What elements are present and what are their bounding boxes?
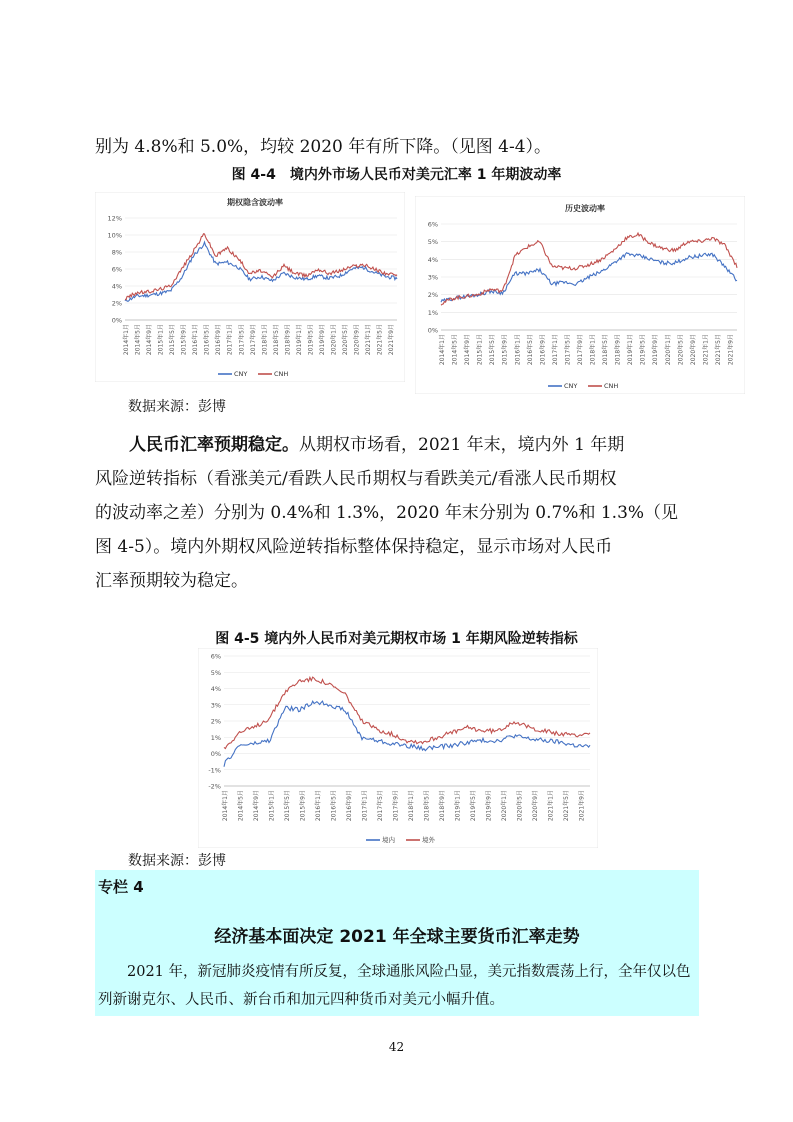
x-tick-label: 2014年9月 — [464, 334, 472, 366]
legend-label: 境外 — [422, 836, 435, 844]
x-tick-label: 2019年5月 — [639, 334, 647, 366]
y-tick-label: 2% — [210, 717, 221, 726]
x-tick-label: 2021年9月 — [388, 324, 396, 356]
section-paragraph-line2: 风险逆转指标（看涨美元/看跌人民币期权与看跌美元/看涨人民币期权 — [95, 469, 617, 489]
x-tick-label: 2018年5月 — [423, 790, 431, 822]
y-tick-label: 1% — [427, 308, 438, 317]
y-tick-label: 4% — [210, 685, 221, 693]
y-tick-label: 0% — [111, 316, 122, 325]
x-tick-label: 2021年5月 — [714, 334, 722, 366]
x-tick-label: 2021年9月 — [727, 334, 735, 366]
x-tick-label: 2019年1月 — [295, 324, 303, 356]
y-tick-label: 6% — [111, 265, 122, 274]
x-tick-label: 2018年5月 — [272, 324, 280, 356]
x-tick-label: 2017年5月 — [377, 790, 385, 822]
x-tick-label: 2015年5月 — [169, 324, 177, 356]
x-tick-label: 2018年9月 — [284, 324, 292, 356]
x-tick-label: 2016年9月 — [539, 334, 547, 366]
y-tick-label: 6% — [427, 220, 438, 229]
y-tick-label: 10% — [107, 231, 122, 240]
x-tick-label: 2019年5月 — [470, 790, 478, 822]
x-tick-label: 2017年9月 — [249, 324, 257, 356]
figure-4-4-source: 数据来源：彭博 — [128, 399, 226, 415]
legend-label: CNY — [564, 382, 578, 390]
x-tick-label: 2021年1月 — [365, 324, 373, 356]
column-box — [95, 870, 699, 1016]
figure-4-5-caption: 图 4-5 境内外人民币对美元期权市场 1 年期风险逆转指标 — [215, 631, 578, 647]
x-tick-label: 2014年1月 — [439, 334, 446, 366]
x-tick-label: 2018年9月 — [439, 790, 447, 822]
legend-label: CNY — [234, 370, 248, 378]
x-tick-label: 2016年1月 — [315, 790, 323, 822]
x-tick-label: 2020年1月 — [664, 334, 672, 366]
chart-title: 期权隐含波动率 — [227, 198, 283, 207]
section-paragraph-line1 — [95, 428, 701, 462]
figure-4-5-source: 数据来源：彭博 — [128, 853, 226, 869]
x-tick-label: 2018年1月 — [261, 324, 269, 356]
y-tick-label: 5% — [427, 238, 438, 247]
y-tick-label: 4% — [427, 255, 438, 264]
y-tick-label: 2% — [111, 299, 122, 308]
x-tick-label: 2019年5月 — [307, 324, 315, 356]
y-tick-label: 2% — [427, 291, 438, 300]
x-tick-label: 2021年1月 — [547, 790, 555, 822]
x-tick-label: 2019年1月 — [627, 334, 635, 366]
y-tick-label: 4% — [111, 282, 122, 291]
y-tick-label: 1% — [210, 733, 221, 742]
x-tick-label: 2014年5月 — [134, 324, 142, 356]
x-tick-label: 2019年1月 — [454, 790, 462, 822]
x-tick-label: 2018年1月 — [408, 790, 416, 822]
x-tick-label: 2015年9月 — [180, 324, 188, 356]
x-tick-label: 2020年5月 — [516, 790, 524, 822]
section-paragraph-line5: 汇率预期较为稳定。 — [95, 571, 248, 591]
x-tick-label: 2016年5月 — [526, 334, 534, 366]
x-tick-label: 2017年1月 — [551, 334, 559, 366]
x-tick-label: 2014年5月 — [237, 790, 245, 822]
x-tick-label: 2020年1月 — [501, 790, 509, 822]
x-tick-label: 2014年1月 — [222, 790, 229, 822]
legend-label: CNH — [604, 382, 619, 390]
chart-implied-volatility — [95, 192, 405, 382]
x-tick-label: 2020年9月 — [353, 324, 361, 356]
x-tick-label: 2016年5月 — [203, 324, 211, 356]
legend-label: CNH — [274, 370, 289, 378]
x-tick-label: 2015年9月 — [501, 334, 509, 366]
x-tick-label: 2018年9月 — [614, 334, 622, 366]
column-body: 2021 年，新冠肺炎疫情有所反复，全球通胀风险凸显，美元指数震荡上行，全年仅以色列新谢克尔、人民币、新台币和加元四种货币对美元小幅升值。 — [98, 964, 691, 1008]
column-title: 经济基本面决定 2021 年全球主要货币汇率走势 — [214, 927, 580, 947]
x-tick-label: 2017年1月 — [361, 790, 369, 822]
x-tick-label: 2021年5月 — [376, 324, 384, 356]
x-tick-label: 2017年5月 — [238, 324, 246, 356]
y-tick-label: 0% — [427, 326, 438, 335]
y-tick-label: 8% — [111, 248, 122, 257]
top-paragraph: 别为 4.8%和 5.0%，均较 2020 年有所下降。（见图 4-4）。 — [95, 137, 552, 157]
legend-label: 境内 — [382, 836, 395, 844]
x-tick-label: 2014年5月 — [451, 334, 459, 366]
figure-4-4-caption: 图 4-4 境内外市场人民币对美元汇率 1 年期波动率 — [231, 167, 562, 183]
y-tick-label: 3% — [210, 701, 221, 710]
x-tick-label: 2017年9月 — [392, 790, 400, 822]
x-tick-label: 2015年9月 — [299, 790, 307, 822]
x-tick-label: 2020年5月 — [341, 324, 349, 356]
x-tick-label: 2017年5月 — [564, 334, 572, 366]
x-tick-label: 2017年1月 — [226, 324, 234, 356]
column-label: 专栏 4 — [98, 878, 144, 896]
x-tick-label: 2019年9月 — [485, 790, 493, 822]
section-paragraph-line3: 的波动率之差）分别为 0.4%和 1.3%，2020 年末分别为 0.7%和 1.3%（见 — [95, 503, 679, 523]
x-tick-label: 2016年1月 — [192, 324, 200, 356]
y-tick-label: -2% — [208, 782, 221, 791]
x-tick-label: 2019年9月 — [652, 334, 660, 366]
y-tick-label: 5% — [210, 668, 221, 677]
x-tick-label: 2017年9月 — [576, 334, 584, 366]
y-tick-label: 6% — [210, 652, 221, 661]
x-tick-label: 2014年1月 — [123, 324, 130, 356]
x-tick-label: 2020年9月 — [532, 790, 540, 822]
y-tick-label: 0% — [210, 750, 221, 758]
x-tick-label: 2015年5月 — [284, 790, 292, 822]
y-tick-label: 3% — [427, 273, 438, 282]
chart-risk-reversal — [198, 648, 598, 848]
x-tick-label: 2014年9月 — [146, 324, 154, 356]
x-tick-label: 2020年5月 — [677, 334, 685, 366]
x-tick-label: 2015年1月 — [268, 790, 276, 822]
x-tick-label: 2020年9月 — [689, 334, 697, 366]
x-tick-label: 2020年1月 — [330, 324, 338, 356]
y-tick-label: -1% — [208, 766, 221, 775]
x-tick-label: 2021年5月 — [563, 790, 571, 822]
page-number: 42 — [388, 1040, 405, 1054]
x-tick-label: 2016年9月 — [346, 790, 354, 822]
x-tick-label: 2018年5月 — [602, 334, 610, 366]
x-tick-label: 2021年9月 — [578, 790, 586, 822]
chart-y-ticks — [208, 653, 221, 791]
x-tick-label: 2016年1月 — [514, 334, 522, 366]
x-tick-label: 2018年1月 — [589, 334, 597, 366]
x-tick-label: 2015年1月 — [157, 324, 165, 356]
y-tick-label: 12% — [107, 214, 122, 223]
chart-historical-volatility — [415, 196, 745, 394]
x-tick-label: 2021年1月 — [702, 334, 710, 366]
x-tick-label: 2015年1月 — [476, 334, 484, 366]
x-tick-label: 2014年9月 — [253, 790, 261, 822]
section-lead: 人民币汇率预期稳定。 — [129, 435, 299, 455]
x-tick-label: 2016年9月 — [215, 324, 223, 356]
section-line1-rest: 从期权市场看，2021 年末，境内外 1 年期 — [299, 435, 625, 455]
x-tick-label: 2015年5月 — [489, 334, 497, 366]
chart-title: 历史波动率 — [565, 204, 605, 213]
x-tick-label: 2016年5月 — [330, 790, 338, 822]
section-paragraph-line4: 图 4-5）。境内外期权风险逆转指标整体保持稳定，显示市场对人民币 — [95, 537, 613, 557]
x-tick-label: 2019年9月 — [318, 324, 326, 356]
